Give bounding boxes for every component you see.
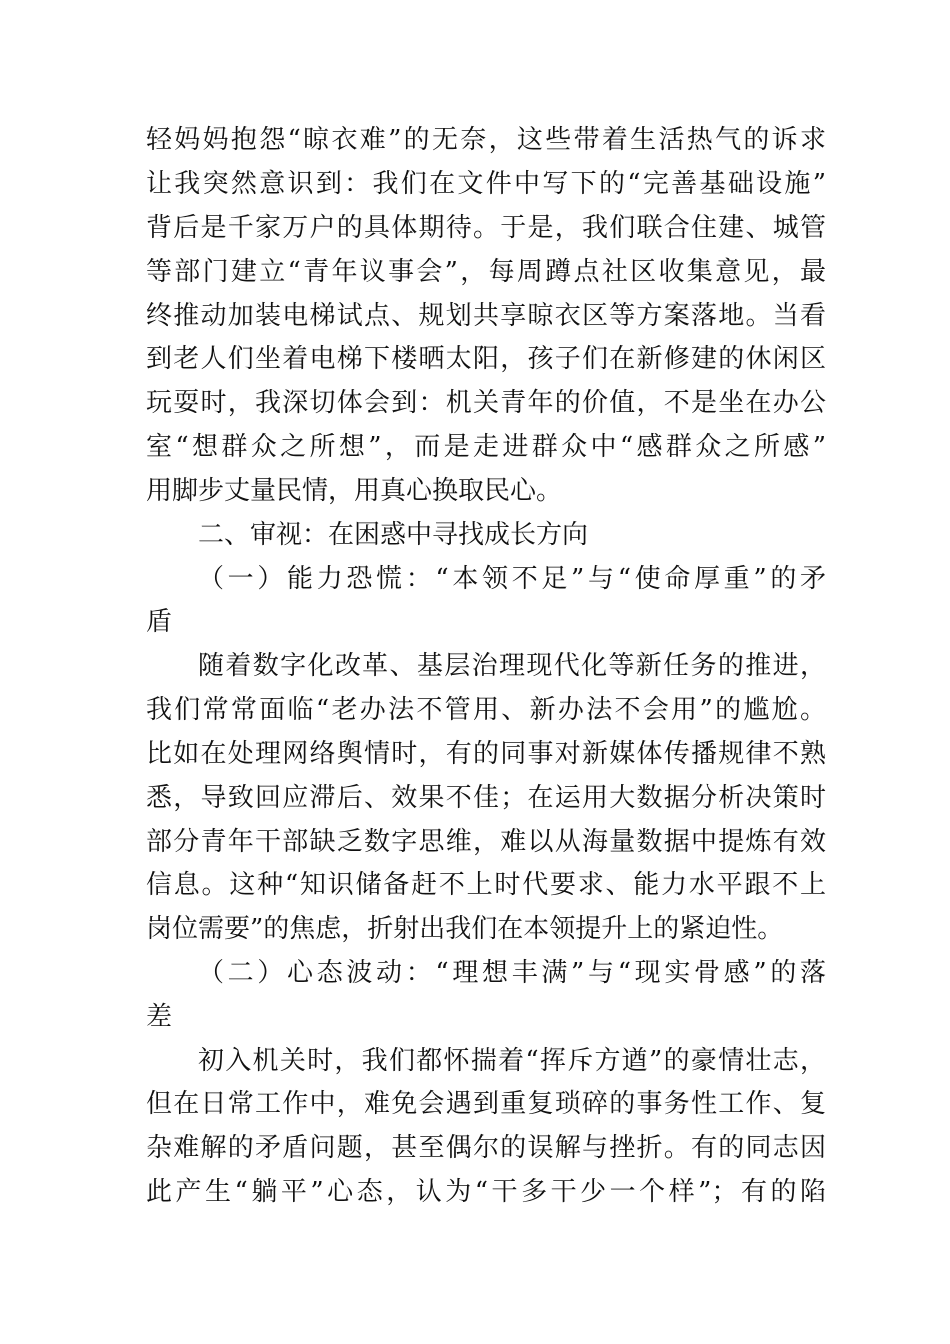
paragraph-line: 到老人们坐着电梯下楼晒太阳，孩子们在新修建的休闲区 [146,344,826,374]
paragraph-line: 轻妈妈抱怨“晾衣难”的无奈，这些带着生活热气的诉求 [146,125,826,155]
paragraph-line: 杂难解的矛盾问题，甚至偶尔的误解与挫折。有的同志因 [146,1133,826,1163]
paragraph-line: 此产生“躺平”心态，认为“干多干少一个样”；有的陷 [146,1177,826,1207]
paragraph-line: 信息。这种“知识储备赶不上时代要求、能力水平跟不上 [146,870,826,900]
paragraph-line: 比如在处理网络舆情时，有的同事对新媒体传播规律不熟 [146,739,826,769]
paragraph-line: 我们常常面临“老办法不管用、新办法不会用”的尴尬。 [146,695,826,725]
paragraph-line: 随着数字化改革、基层治理现代化等新任务的推进， [198,651,826,681]
paragraph-line: 但在日常工作中，难免会遇到重复琐碎的事务性工作、复 [146,1089,826,1119]
paragraph-line: 初入机关时，我们都怀揣着“挥斥方遒”的豪情壮志， [198,1046,826,1076]
paragraph-line: 等部门建立“青年议事会”，每周蹲点社区收集意见，最 [146,257,826,287]
paragraph-line: 岗位需要”的焦虑，折射出我们在本领提升上的紧迫性。 [146,914,784,944]
paragraph-line: 背后是千家万户的具体期待。于是，我们联合住建、城管 [146,213,826,243]
paragraph-line: 让我突然意识到：我们在文件中写下的“完善基础设施” [146,169,826,199]
section-heading: 二、审视：在困惑中寻找成长方向 [198,520,589,550]
subsection-heading: （一）能力恐慌：“本领不足”与“使命厚重”的矛 [198,564,826,594]
subsection-heading: （二）心态波动：“理想丰满”与“现实骨感”的落 [198,958,826,988]
subsection-heading-continued: 盾 [146,607,173,637]
paragraph-line: 室“想群众之所想”，而是走进群众中“感群众之所感” [146,432,826,462]
paragraph-line: 部分青年干部缺乏数字思维，难以从海量数据中提炼有效 [146,827,826,857]
paragraph-line: 用脚步丈量民情，用真心换取民心。 [146,476,563,506]
paragraph-line: 悉，导致回应滞后、效果不佳；在运用大数据分析决策时 [146,783,826,813]
subsection-heading-continued: 差 [146,1002,173,1032]
paragraph-line: 玩耍时，我深切体会到：机关青年的价值，不是坐在办公 [146,388,826,418]
paragraph-line: 终推动加装电梯试点、规划共享晾衣区等方案落地。当看 [146,301,826,331]
